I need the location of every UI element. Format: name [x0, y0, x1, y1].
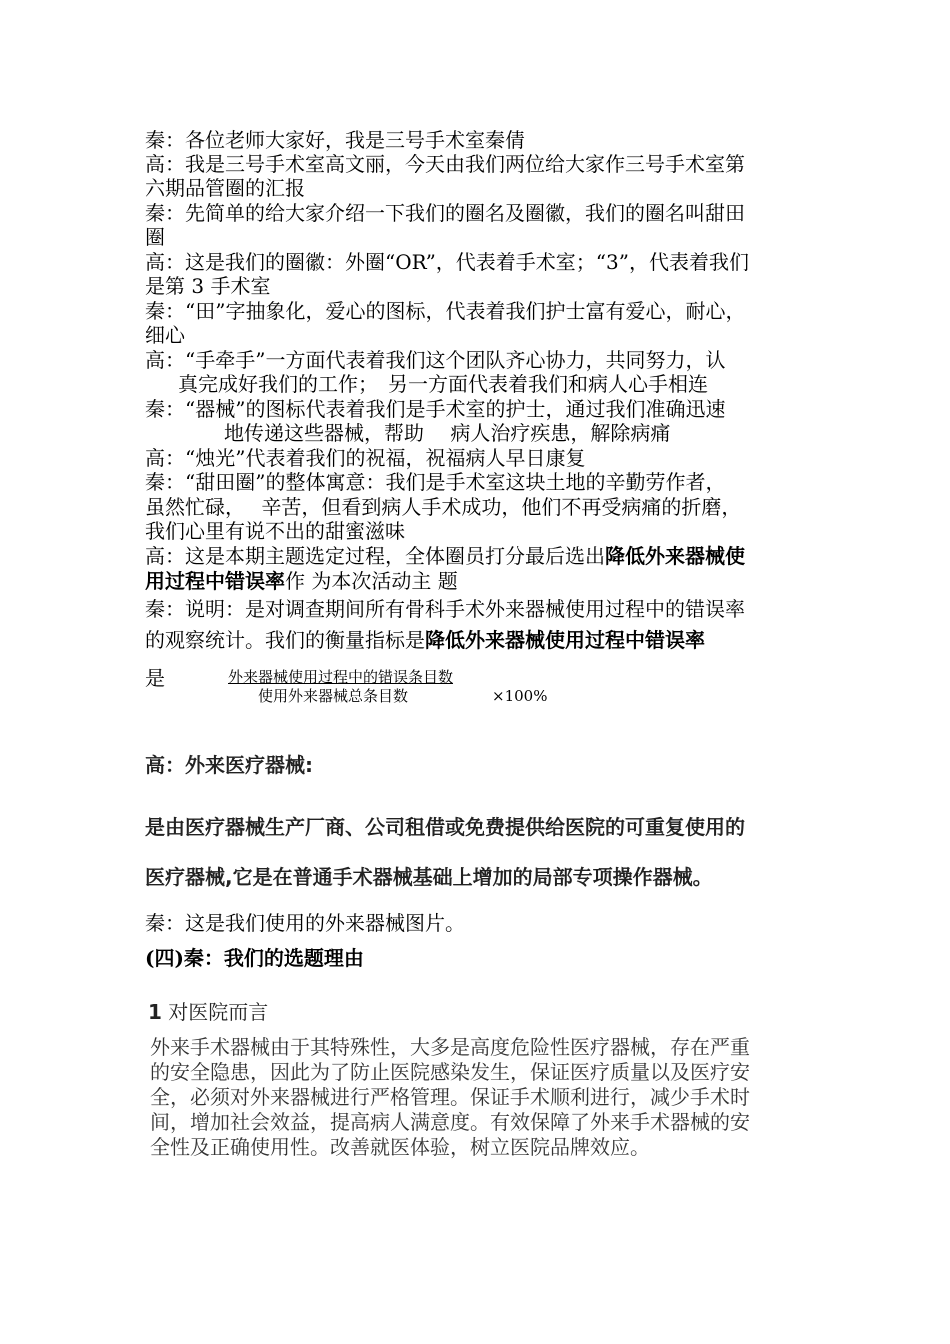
topic-bold: 降低外来器械使 — [605, 544, 745, 568]
dialogue-line: 高：“手牵手”一方面代表着我们这个团队齐心协力，共同努力，认 — [145, 348, 726, 372]
dialogue-line: 高：“烛光”代表着我们的祝福，祝福病人早日康复 — [145, 446, 586, 470]
dialogue-line: 虽然忙碌， 辛苦，但看到病人手术成功，他们不再受病痛的折磨， — [145, 495, 742, 519]
reason-line: 全性及正确使用性。改善就医体验，树立医院品牌效应。 — [150, 1135, 650, 1159]
dialogue-line: 六期品管圈的汇报 — [145, 176, 305, 200]
topic-line — [145, 544, 745, 568]
explain-line: 秦：说明：是对调查期间所有骨科手术外来器械使用过程中的错误率 — [145, 597, 745, 621]
formula-denominator: 使用外来器械总条目数 — [258, 687, 409, 705]
reason-heading — [148, 1000, 268, 1024]
reason-line: 的安全隐患，因此为了防止医院感染发生，保证医疗质量以及医疗安 — [150, 1060, 750, 1084]
dialogue-line: 我们心里有说不出的甜蜜滋味 — [145, 519, 405, 543]
topic-suffix: 作 为本次活动主 题 — [285, 569, 458, 593]
definition-line: 是由医疗器械生产厂商、公司租借或免费提供给医院的可重复使用的 — [145, 815, 745, 839]
dialogue-line: 圈 — [145, 225, 165, 249]
topic-line — [145, 569, 458, 593]
reason-number: 1 — [148, 1000, 162, 1024]
reason-line: 间，增加社会效益，提高病人满意度。有效保障了外来手术器械的安 — [150, 1110, 750, 1134]
dialogue-line: 地传递这些器械，帮助 病人治疗疾患，解除病痛 — [224, 421, 671, 445]
dialogue-line: 是第 3 手术室 — [145, 274, 271, 298]
reason-line: 全，必须对外来器械进行严格管理。保证手术顺利进行，减少手术时 — [150, 1085, 750, 1109]
section-heading: (四)秦：我们的选题理由 — [145, 946, 364, 970]
definition-heading: 高：外来医疗器械: — [145, 753, 313, 777]
explain-line — [145, 628, 705, 652]
formula-multiplier: ×100% — [492, 687, 548, 705]
reason-label: 对医院而言 — [168, 1000, 269, 1024]
dialogue-line: 秦：“器械”的图标代表着我们是手术室的护士，通过我们准确迅速 — [145, 397, 726, 421]
reason-line: 外来手术器械由于其特殊性，大多是高度危险性医疗器械，存在严重 — [150, 1035, 750, 1059]
reason-paragraph — [150, 1035, 810, 1160]
dialogue-line: 秦：先简单的给大家介绍一下我们的圈名及圈徽，我们的圈名叫甜田 — [145, 201, 745, 225]
dialogue-line: 秦：“田”字抽象化，爱心的图标，代表着我们护士富有爱心，耐心， — [145, 299, 746, 323]
explain-bold: 降低外来器械使用过程中错误率 — [425, 628, 705, 652]
dialogue-line: 秦：“甜田圈”的整体寓意：我们是手术室这块土地的辛勤劳作者， — [145, 470, 726, 494]
picture-line: 秦：这是我们使用的外来器械图片。 — [145, 911, 465, 935]
dialogue-line: 高：我是三号手术室高文丽，今天由我们两位给大家作三号手术室第 — [145, 152, 745, 176]
dialogue-line: 秦：各位老师大家好，我是三号手术室秦倩 — [145, 128, 525, 152]
definition-line: 医疗器械,它是在普通手术器械基础上增加的局部专项操作器械。 — [145, 865, 713, 889]
topic-bold: 用过程中错误率 — [145, 569, 285, 593]
topic-prefix: 高：这是本期主题选定过程，全体圈员打分最后选出 — [145, 544, 605, 568]
formula-numerator: 外来器械使用过程中的错误条目数 — [228, 668, 454, 686]
dialogue-line: 真完成好我们的工作； 另一方面代表着我们和病人心手相连 — [178, 372, 708, 396]
dialogue-line: 高：这是我们的圈徽：外圈“OR”，代表着手术室；“3”，代表着我们 — [145, 250, 749, 274]
explain-prefix: 的观察统计。我们的衡量指标是 — [145, 628, 425, 652]
formula-lead: 是 — [145, 666, 165, 690]
dialogue-line: 细心 — [145, 323, 185, 347]
